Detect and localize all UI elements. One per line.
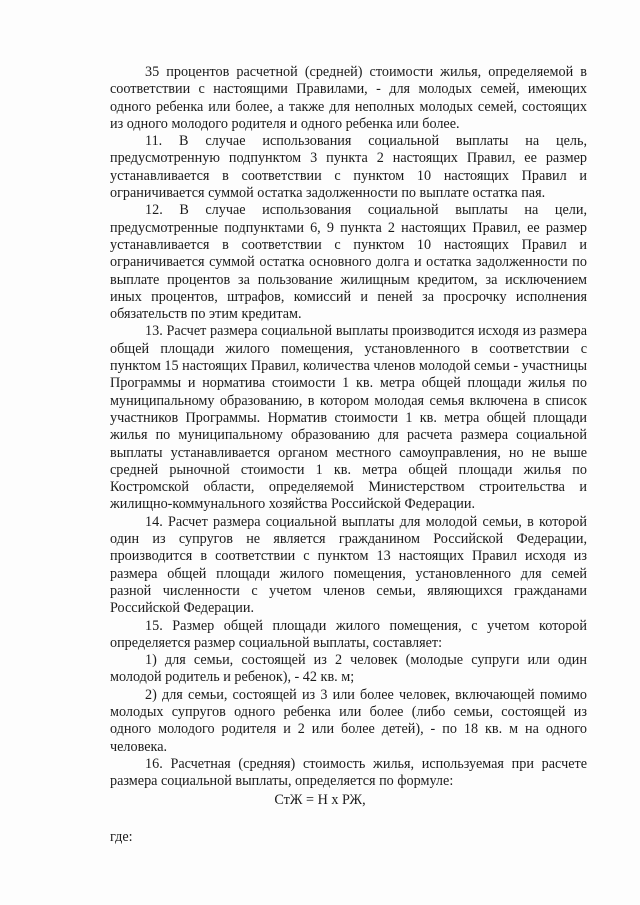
paragraph-15: 15. Размер общей площади жилого помещения, с учетом которой определяется размер социальной выплаты, составляет: xyxy=(110,617,587,651)
paragraph-12: 12. В случае использования социальной выплаты на цели, предусмотренные подпунктами 6, 9 пункта 2 настоящих Правил, ее размер устанавливается в соответствии с пунктом 10 настоящих Правил и ограничивается суммой остатка основного долга и остатка задолженности по выплате процентов за пользование жилищным кредитом, за исключением иных процентов, штрафов, комиссий и пеней за просрочку исполнения обязательств по этим кредитам. xyxy=(110,202,587,323)
paragraph-35-percent: 35 процентов расчетной (средней) стоимости жилья, определяемой в соответствии с настоящими Правилами, - для молодых семей, имеющих одного ребенка или более, а также для неполных молодых семей, состоящих из одного молодого родителя и одного ребенка или более. xyxy=(110,64,587,132)
paragraph-14: 14. Расчет размера социальной выплаты для молодой семьи, в которой один из супругов не является гражданином Российской Федерации, производится в соответствии с пунктом 13 настоящих Правил исходя из размера общей площади жилого помещения, установленного для семей разной численности с учетом членов семьи, являющихся гражданами Российской Федерации. xyxy=(110,513,587,617)
document-body xyxy=(110,64,587,790)
paragraph-15-item-2: 2) для семьи, состоящей из 3 или более человек, включающей помимо молодых супругов одного ребенка или более (либо семьи, состоящей из одного молодого родителя и 2 или более детей), - по 18 кв. м на одного человека. xyxy=(110,686,587,755)
formula: СтЖ = Н х РЖ, xyxy=(274,792,366,808)
paragraph-13: 13. Расчет размера социальной выплаты производится исходя из размера общей площади жилого помещения, установленного в соответствии с пунктом 15 настоящих Правил, количества членов молодой семьи - участницы Программы и норматива стоимости 1 кв. метра общей площади жилья по муниципальному образованию, в котором молодая семья включена в список участников Программы. Норматив стоимости 1 кв. метра общей площади жилья по муниципальному образованию для расчета размера социальной выплаты устанавливается органом местного самоуправления, но не выше средней рыночной стоимости 1 кв. метра общей площади жилья по Костромской области, определяемой Министерством строительства и жилищно-коммунального хозяйства Российской Федерации. xyxy=(110,323,587,513)
paragraph-15-item-1: 1) для семьи, состоящей из 2 человек (молодые супруги или один молодой родитель и ребенок), - 42 кв. м; xyxy=(110,652,587,686)
where-label: где: xyxy=(110,829,133,845)
paragraph-16: 16. Расчетная (средняя) стоимость жилья, используемая при расчете размера социальной выплаты, определяется по формуле: xyxy=(110,755,587,790)
paragraph-11: 11. В случае использования социальной выплаты на цель, предусмотренную подпунктом 3 пункта 2 настоящих Правил, ее размер устанавливается в соответствии с пунктом 10 настоящих Правил и ограничивается суммой остатка задолженности по выплате остатка пая. xyxy=(110,133,587,202)
